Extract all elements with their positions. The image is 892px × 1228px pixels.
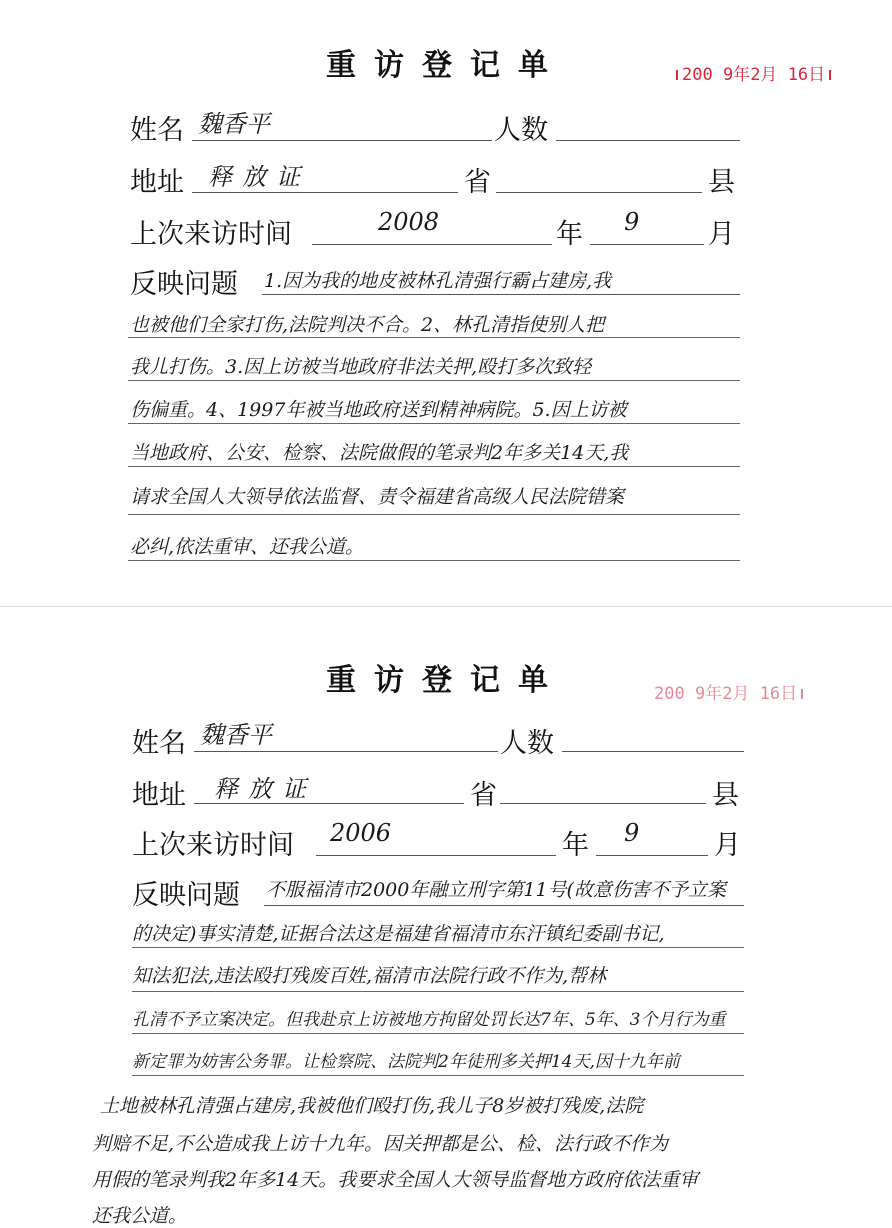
form-title: 重访登记单	[326, 663, 566, 698]
address-underline	[194, 803, 464, 804]
stamp-mark	[676, 70, 678, 80]
province-underline	[496, 192, 702, 193]
problem-line-8: 用假的笔录判我2年多14天。我要求全国人大领导监督地方政府依法重审	[92, 1169, 699, 1191]
problem-underline	[264, 905, 744, 906]
form-title: 重访登记单	[326, 48, 566, 83]
count-underline	[556, 140, 740, 141]
name-underline	[192, 140, 492, 141]
problem-line-5: 当地政府、公安、检察、法院做假的笔录判2年多关14天,我	[130, 442, 629, 464]
county-label: 县	[708, 167, 735, 198]
month-value: 9	[624, 819, 640, 847]
date-stamp	[672, 60, 835, 85]
address-label: 地址	[130, 167, 184, 198]
stamp-mark	[801, 689, 803, 699]
stamp-day: 16日	[787, 65, 826, 85]
problem-line-1: 不服福清市2000年融立刑字第11号(故意伤害不予立案	[266, 879, 726, 901]
problem-underline	[128, 466, 740, 467]
year-value: 2008	[378, 208, 440, 236]
address-value: 释放证	[208, 163, 310, 191]
problem-underline	[132, 1075, 744, 1076]
problem-label: 反映问题	[130, 269, 238, 300]
county-label: 县	[712, 780, 739, 811]
year-underline	[316, 855, 556, 856]
last-visit-label: 上次来访时间	[132, 830, 294, 861]
problem-line-2: 也被他们全家打伤,法院判决不合。2、林孔清指使别人把	[130, 314, 605, 336]
problem-underline	[128, 514, 740, 515]
name-value: 魏香平	[200, 721, 272, 749]
name-label: 姓名	[132, 728, 186, 759]
problem-underline	[128, 560, 740, 561]
address-label: 地址	[132, 780, 186, 811]
name-value: 魏香平	[198, 110, 270, 138]
year-underline	[312, 244, 552, 245]
problem-line-6: 请求全国人大领导依法监督、责令福建省高级人民法院错案	[130, 486, 625, 508]
stamp-day: 16日	[759, 684, 798, 704]
month-label: 月	[708, 219, 735, 250]
year-label: 年	[556, 219, 583, 250]
stamp-month: 2月	[722, 684, 750, 704]
problem-line-3: 知法犯法,违法殴打残废百姓,福清市法院行政不作为,帮林	[132, 965, 607, 987]
address-underline	[192, 192, 458, 193]
problem-underline	[128, 380, 740, 381]
year-value: 2006	[330, 819, 392, 847]
province-label: 省	[470, 780, 497, 811]
month-label: 月	[714, 830, 741, 861]
problem-label: 反映问题	[132, 880, 240, 911]
stamp-mark	[829, 70, 831, 80]
count-label: 人数	[500, 728, 554, 759]
problem-underline	[128, 337, 740, 338]
province-label: 省	[464, 167, 491, 198]
count-underline	[562, 751, 744, 752]
problem-line-1: 1.因为我的地皮被林孔清强行霸占建房,我	[264, 270, 612, 292]
name-label: 姓名	[130, 115, 184, 146]
problem-line-2: 的决定)事实清楚,证据合法这是福建省福清市东汗镇纪委副书记,	[132, 923, 665, 945]
problem-line-3: 我儿打伤。3.因上访被当地政府非法关押,殴打多次致轻	[130, 356, 592, 378]
problem-line-7: 判赔不足,不公造成我上访十九年。因关押都是公、检、法行政不作为	[92, 1133, 669, 1155]
problem-line-4: 伤偏重。4、1997年被当地政府送到精神病院。5.因上访被	[130, 399, 627, 421]
problem-underline	[128, 423, 740, 424]
stamp-year: 200 9年	[682, 65, 751, 85]
count-label: 人数	[494, 115, 548, 146]
stamp-month: 2月	[750, 65, 778, 85]
problem-line-9: 还我公道。	[92, 1205, 188, 1227]
problem-line-7: 必纠,依法重审、还我公道。	[130, 536, 365, 558]
date-stamp	[654, 679, 807, 704]
problem-underline	[132, 991, 744, 992]
problem-underline	[132, 1033, 744, 1034]
registration-form-2	[0, 606, 892, 1228]
registration-form-1	[0, 0, 892, 606]
address-value: 释放证	[214, 775, 316, 803]
name-underline	[194, 751, 498, 752]
problem-underline	[262, 294, 740, 295]
problem-line-5: 新定罪为妨害公务罪。让检察院、法院判2年徒刑多关押14天,因十九年前	[132, 1052, 680, 1072]
problem-line-6: 土地被林孔清强占建房,我被他们殴打伤,我儿子8岁被打残废,法院	[100, 1095, 644, 1117]
month-underline	[596, 855, 708, 856]
last-visit-label: 上次来访时间	[130, 219, 292, 250]
province-underline	[500, 803, 706, 804]
stamp-year: 200 9年	[654, 684, 723, 704]
month-underline	[590, 244, 704, 245]
year-label: 年	[562, 830, 589, 861]
month-value: 9	[624, 208, 640, 236]
problem-line-4: 孔清不予立案决定。但我赴京上访被地方拘留处罚长达7年、5年、3个月行为重	[132, 1010, 726, 1030]
problem-underline	[132, 947, 744, 948]
